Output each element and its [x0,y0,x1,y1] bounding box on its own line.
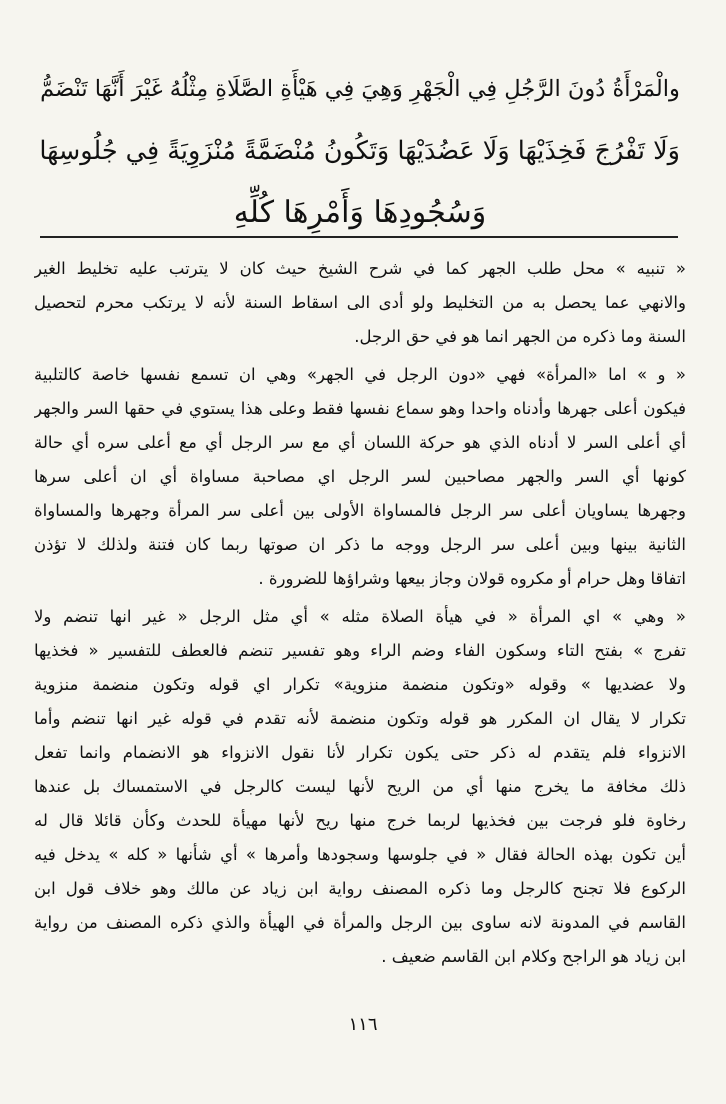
sharh-line: ولا عضديها » وقوله «وتكون منضمة منزوية» تكرار اي قوله وتكون منضمة منزوية [34,675,686,694]
sharh-line: كونها أي السر والجهر مصاحبين لسر الرجل اي مصاحبة مساواة أي ان أعلى سرها [34,467,686,486]
sharh-line: تكرار لا يقال ان المكرر هو قوله وتكون منضمة لأنه تقدم في قوله غير انها تنضم وأما [34,709,686,728]
sharh-line: اتفاقا وهل حرام أو مكروه قولان وجاز بيعها وشراؤها للضرورة . [258,569,686,588]
sharh-line: السنة وما ذكره من الجهر انما هو في حق الرجل. [354,327,686,346]
sharh-line: الثانية بينها وبين أعلى سر الرجل ووجه ما ذكر ان صوتها ربما كان فتنة ولذلك لا تؤذن [34,535,686,554]
sharh-line: « و » اما «المرأة» فهي «دون الرجل في الجهر» وهي ان تسمع نفسها خاصة كالتلبية [34,365,686,384]
sharh-line: الانزواء فلم يتقدم له ذكر حتى يكون تكرار لأنا نقول الانزواء هو الانضمام وانما تفعل [34,743,686,762]
sharh-line: أي أعلى السر لا أدناه الذي هو حركة اللسان أي مع سر الرجل أي مع أعلى سره أي حالة [34,433,686,452]
sharh-line: الركوع فلا تجنح كالرجل وما ذكره المصنف رواية ابن زياد عن مالك وهو خلاف قول ابن [34,879,686,898]
sharh-line: فيكون أعلى جهرها وأدناه واحدا وهو سماع نفسها فقط وعلى هذا يستوي في حقها السر والجهر [34,399,686,418]
sharh-line: « وهي » اي المرأة « في هيأة الصلاة مثله » أي مثل الرجل « غير انها تنضم ولا [34,607,686,626]
section-divider [40,236,678,238]
sharh-line: والانهي عما يحصل به من التخليط ولو أدى الى اسقاط السنة لأنه لا يرتكب محرم لتحصيل [34,293,686,312]
sharh-commentary [34,252,686,974]
sharh-line: رخاوة فلو فرجت بين فخذيها لربما خرج منها ريح لأنها مهيأة للحدث وكأن قائلا قال له [34,811,686,830]
matn-line-1: والْمَرْأَةُ دُونَ الرَّجُلِ فِي الْجَهْرِ وَهِيَ فِي هَيْأَةِ الصَّلَاةِ مِثْلُهُ غَيْرَ أَنَّهَا تَنْضَمُّ [40,76,680,102]
matn-line-3: وَسُجُودِهَا وَأَمْرِهَا كُلِّهِ [233,195,487,230]
sharh-line: ابن زياد هو الراجح وكلام ابن القاسم ضعيف . [381,947,686,966]
matn-line-2: وَلَا تَفْرُجَ فَخِذَيْهَا وَلَا عَضُدَيْهَا وَتَكُونُ مُنْضَمَّةً مُنْزَوِيَةً فِي جُلُوسِهَا [39,136,680,166]
sharh-line: تفرج » بفتح التاء وسكون الفاء وضم الراء وهو تفسير تنضم فالعطف للتفسير « فخذيها [34,641,686,660]
matn-text [40,58,680,244]
sharh-line: ذلك مخافة ما يخرج منها أي من الريح لأنها ليست كالرجل في الاستمساك بل عندها [34,777,686,796]
sharh-line: « تنبيه » محل طلب الجهر كما في شرح الشيخ حيث كان لا يترتب عليه تخليط الغير [34,259,686,278]
sharh-line: القاسم في المدونة لانه ساوى بين الرجل والمرأة في الهيأة والذي ذكره المصنف من رواية [34,913,686,932]
page-number: ١١٦ [348,1014,378,1035]
sharh-line: أين تكون بهذه الحالة فقال « في جلوسها وسجودها وأمرها » أي شأنها « كله » يدخل فيه [34,845,686,864]
sharh-line: وجهرها يساويان أعلى سر الرجل فالمساواة الأولى بين أعلى سر المرأة وجهرها والمساواة [34,501,686,520]
